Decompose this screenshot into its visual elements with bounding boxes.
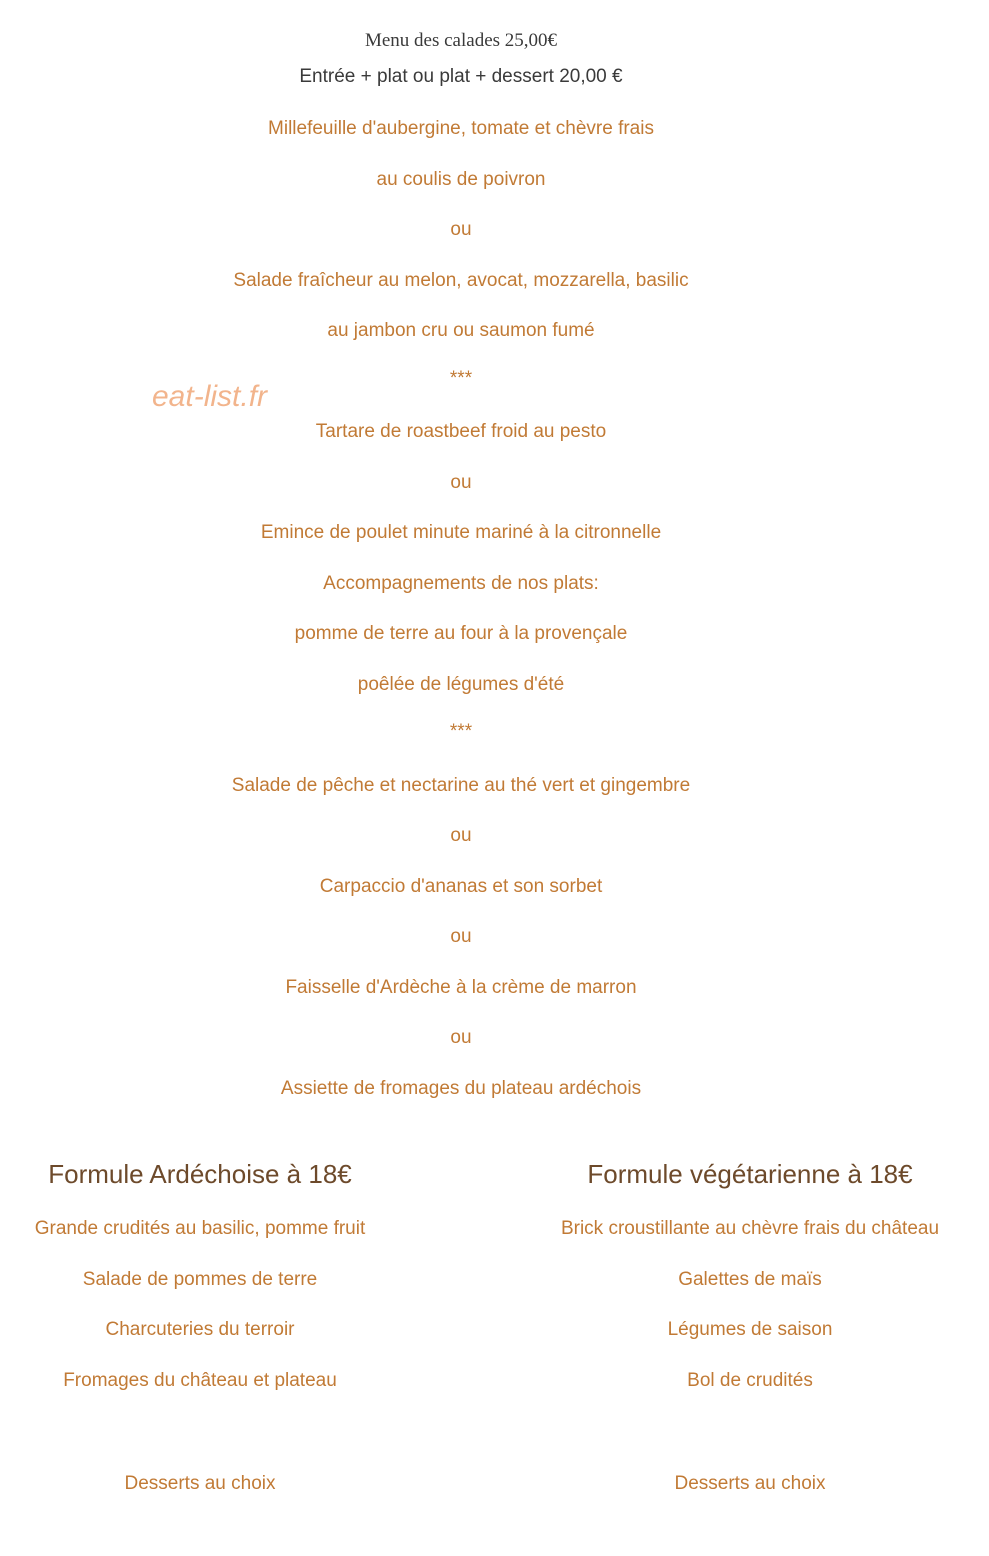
- menu-line: Salade de pêche et nectarine au thé vert et gingembre: [231, 774, 691, 796]
- formula-item: Salade de pommes de terre: [82, 1268, 318, 1290]
- formula-vegetarienne-title: Formule végétarienne à 18€: [587, 1159, 913, 1189]
- menu-dish-list: [0, 111, 922, 1121]
- formula-item: Légumes de saison: [667, 1319, 833, 1340]
- menu-line: ou: [450, 926, 472, 947]
- menu-line: Carpaccio d'ananas et son sorbet: [319, 875, 603, 897]
- formula-item: Grande crudités au basilic, pomme fruit: [34, 1218, 366, 1239]
- menu-line: ou: [450, 471, 472, 493]
- formula-vegetarienne: [520, 1156, 980, 1413]
- menu-line: Assiette de fromages du plateau ardéchois: [280, 1077, 642, 1099]
- menu-line: Salade fraîcheur au melon, avocat, mozzarella, basilic: [233, 269, 689, 291]
- menu-line: ou: [450, 825, 472, 846]
- formula-vegetarienne-dessert: Desserts au choix: [674, 1473, 826, 1494]
- menu-line: ou: [450, 1027, 472, 1048]
- menu-line: Faisselle d'Ardèche à la crème de marron: [285, 976, 637, 998]
- formula-ardechoise-items: [0, 1211, 400, 1413]
- menu-line: poêlée de légumes d'été: [357, 673, 565, 695]
- formula-ardechoise-title: Formule Ardéchoise à 18€: [48, 1159, 352, 1189]
- formula-item: Charcuteries du terroir: [105, 1319, 295, 1340]
- formula-item: Fromages du château et plateau: [63, 1369, 337, 1391]
- menu-subtitle: Entrée + plat ou plat + dessert 20,00 €: [299, 66, 623, 87]
- formula-ardechoise: [0, 1156, 400, 1413]
- course-separator: ***: [449, 721, 473, 742]
- menu-line: au jambon cru ou saumon fumé: [327, 320, 595, 341]
- menu-line: Emince de poulet minute mariné à la citronnelle: [260, 522, 662, 543]
- formula-item: Bol de crudités: [687, 1369, 813, 1391]
- formula-item: Brick croustillante au chèvre frais du château: [560, 1218, 940, 1239]
- formula-vegetarienne-items: [520, 1211, 980, 1413]
- watermark: eat-list.fr: [152, 380, 268, 413]
- course-separator: ***: [449, 367, 473, 389]
- menu-line: Accompagnements de nos plats:: [323, 572, 599, 594]
- menu-line: au coulis de poivron: [376, 168, 546, 190]
- menu-line: pomme de terre au four à la provençale: [294, 623, 628, 644]
- menu-line: Tartare de roastbeef froid au pesto: [315, 421, 607, 442]
- menu-line: Millefeuille d'aubergine, tomate et chèvre frais: [268, 118, 654, 139]
- menu-title: Menu des calades 25,00€: [364, 30, 558, 51]
- formula-item: Galettes de maïs: [678, 1268, 822, 1290]
- formula-ardechoise-dessert: Desserts au choix: [124, 1473, 276, 1494]
- menu-line: ou: [450, 219, 472, 240]
